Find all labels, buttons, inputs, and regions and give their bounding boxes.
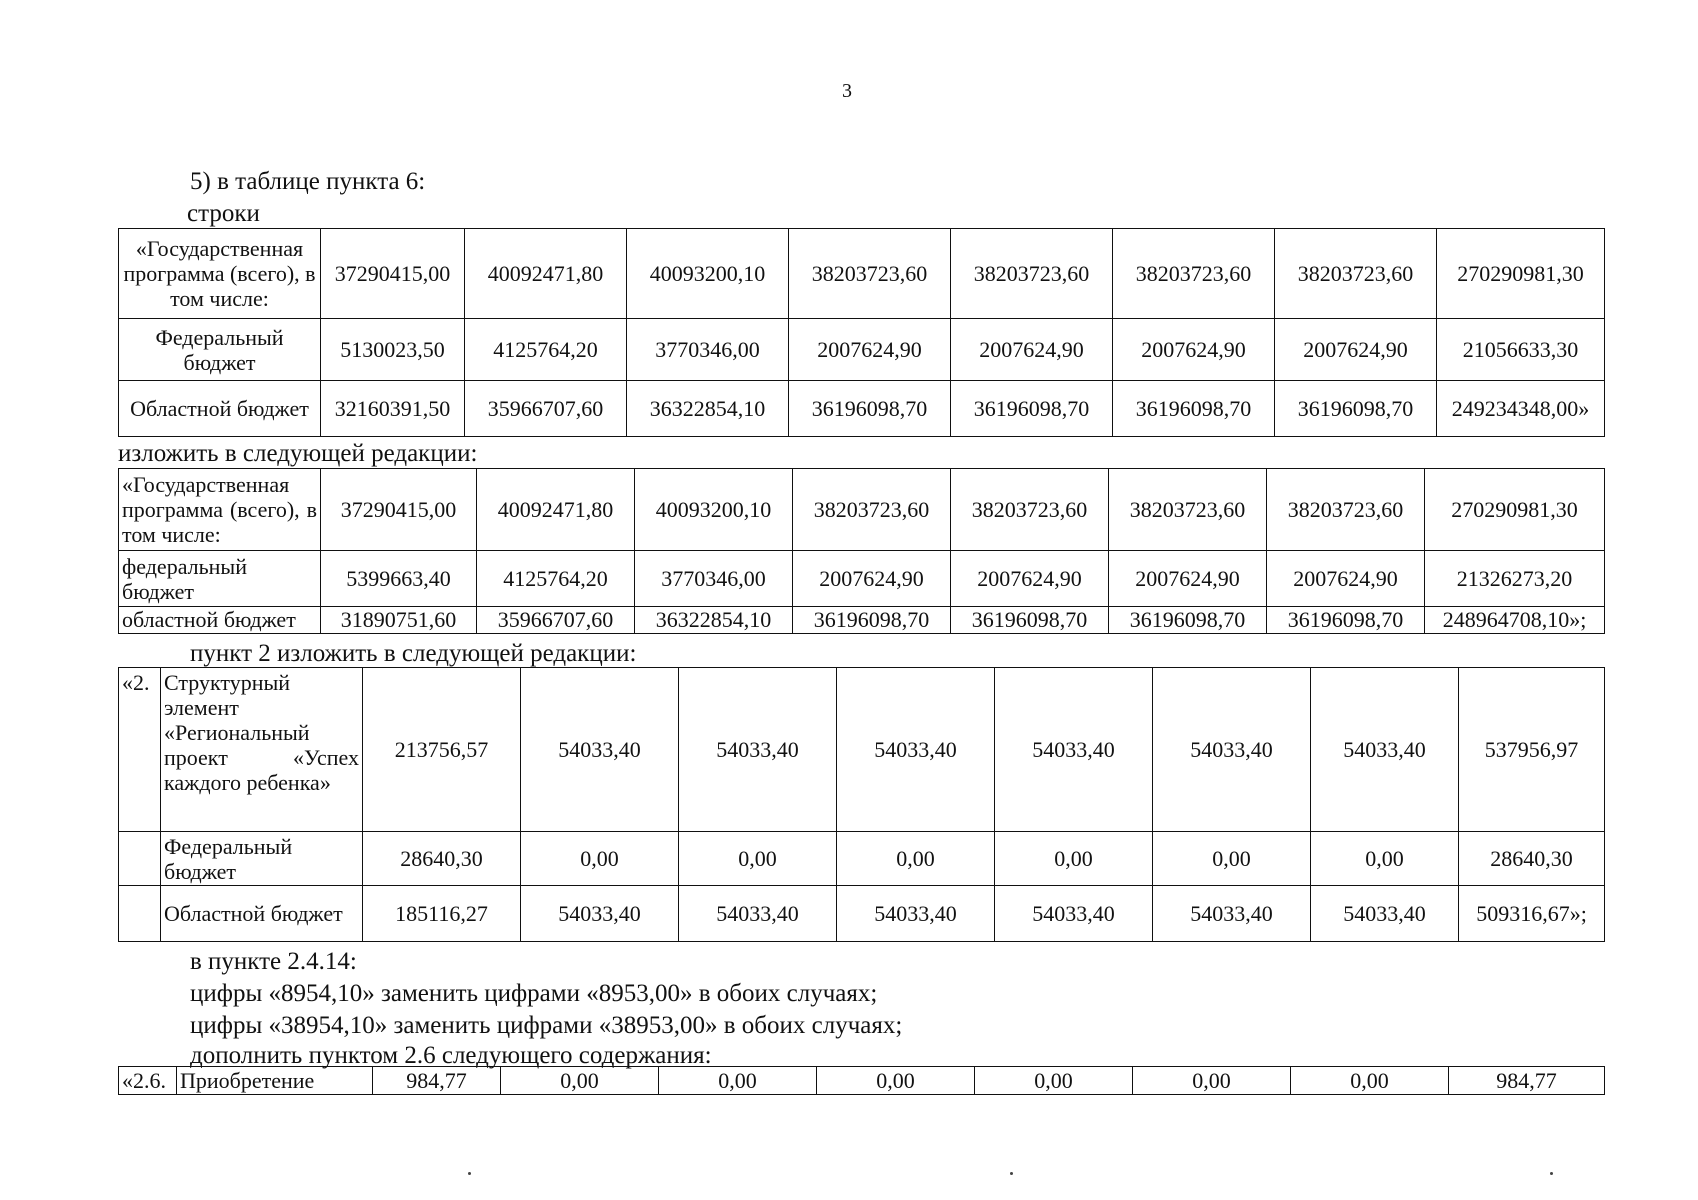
cell: 32160391,50 [321,381,465,437]
table-row [119,832,1605,886]
row-number [119,886,161,942]
cell: 54033,40 [837,886,995,942]
cell: 0,00 [995,832,1153,886]
table-row [119,381,1605,437]
cell: 2007624,90 [793,551,951,607]
cell: 21326273,20 [1425,551,1605,607]
cell: 40092471,80 [465,229,627,319]
cell: 185116,27 [363,886,521,942]
cell: 249234348,00» [1437,381,1605,437]
cell: 38203723,60 [951,229,1113,319]
cell: 0,00 [837,832,995,886]
cell: 38203723,60 [1113,229,1275,319]
cell: 270290981,30 [1425,469,1605,551]
cell: 54033,40 [1311,668,1459,832]
row-label: областной бюджет [119,607,321,634]
table-item-2-6 [118,1066,1605,1095]
cell: 54033,40 [1153,886,1311,942]
table-original-rows [118,228,1605,437]
cell: 270290981,30 [1437,229,1605,319]
cell: 984,77 [1449,1067,1605,1095]
text-rows: строки [187,200,260,227]
cell: 40092471,80 [477,469,635,551]
scan-speck [468,1172,471,1175]
row-number [119,832,161,886]
cell: 31890751,60 [321,607,477,634]
cell: 54033,40 [521,668,679,832]
scan-speck [1550,1172,1553,1175]
row-label: «Государственная программа (всего), в том числе: [119,469,321,551]
cell: 3770346,00 [635,551,793,607]
table-item-2 [118,667,1605,942]
cell: 2007624,90 [951,319,1113,381]
cell: 38203723,60 [1275,229,1437,319]
cell: 0,00 [521,832,679,886]
cell: 0,00 [659,1067,817,1095]
cell: 4125764,20 [477,551,635,607]
cell: 0,00 [501,1067,659,1095]
cell: 37290415,00 [321,469,477,551]
cell: 35966707,60 [477,607,635,634]
cell: 0,00 [1311,832,1459,886]
text-replace-1: цифры «8954,10» заменить цифрами «8953,00» в обоих случаях; [190,980,878,1007]
cell: 28640,30 [1459,832,1605,886]
cell: 4125764,20 [465,319,627,381]
text-item-2: пункт 2 изложить в следующей редакции: [190,640,637,667]
cell: 38203723,60 [1109,469,1267,551]
cell: 38203723,60 [951,469,1109,551]
row-label: Структурный элемент «Региональный проект «Успех каждого ребенка» [161,668,363,832]
row-label: федеральный бюджет [119,551,321,607]
cell: 38203723,60 [793,469,951,551]
cell: 36196098,70 [793,607,951,634]
cell: 5130023,50 [321,319,465,381]
cell: 54033,40 [679,886,837,942]
table-row [119,229,1605,319]
row-number: «2. [119,668,161,832]
cell: 40093200,10 [627,229,789,319]
table-row [119,1067,1605,1095]
cell: 984,77 [373,1067,501,1095]
cell: 21056633,30 [1437,319,1605,381]
text-item-5: 5) в таблице пункта 6: [190,168,426,195]
cell: 5399663,40 [321,551,477,607]
cell: 37290415,00 [321,229,465,319]
cell: 2007624,90 [1275,319,1437,381]
table-row [119,319,1605,381]
row-label: «Государственная программа (всего), в том числе: [119,229,321,319]
table-new-rows [118,468,1605,634]
row-number: «2.6. [119,1067,177,1095]
cell: 0,00 [1133,1067,1291,1095]
cell: 28640,30 [363,832,521,886]
cell: 213756,57 [363,668,521,832]
cell: 2007624,90 [1267,551,1425,607]
cell: 35966707,60 [465,381,627,437]
table-row [119,469,1605,551]
cell: 36196098,70 [1113,381,1275,437]
cell: 2007624,90 [951,551,1109,607]
cell: 0,00 [817,1067,975,1095]
row-label: Федеральный бюджет [119,319,321,381]
cell: 36322854,10 [635,607,793,634]
cell: 54033,40 [995,886,1153,942]
scan-speck [1010,1172,1013,1175]
cell: 0,00 [679,832,837,886]
cell: 54033,40 [837,668,995,832]
row-label: Областной бюджет [119,381,321,437]
cell: 2007624,90 [1113,319,1275,381]
cell: 54033,40 [679,668,837,832]
cell: 38203723,60 [789,229,951,319]
cell: 537956,97 [1459,668,1605,832]
cell: 40093200,10 [635,469,793,551]
row-label: Приобретение [177,1067,373,1095]
cell: 509316,67»; [1459,886,1605,942]
cell: 248964708,10»; [1425,607,1605,634]
cell: 36196098,70 [951,381,1113,437]
cell: 36196098,70 [789,381,951,437]
cell: 36196098,70 [1267,607,1425,634]
cell: 0,00 [1153,832,1311,886]
cell: 54033,40 [1153,668,1311,832]
cell: 2007624,90 [1109,551,1267,607]
cell: 2007624,90 [789,319,951,381]
table-row [119,607,1605,634]
row-label: Федеральный бюджет [161,832,363,886]
cell: 3770346,00 [627,319,789,381]
text-replace-2: цифры «38954,10» заменить цифрами «38953,00» в обоих случаях; [190,1012,903,1039]
page-number: 3 [842,80,852,102]
cell: 54033,40 [1311,886,1459,942]
text-new-edition: изложить в следующей редакции: [118,440,478,467]
cell: 54033,40 [995,668,1153,832]
cell: 0,00 [975,1067,1133,1095]
text-item-2-4-14: в пункте 2.4.14: [190,948,357,975]
cell: 36196098,70 [1275,381,1437,437]
cell: 36196098,70 [1109,607,1267,634]
text-add-item-2-6: дополнить пунктом 2.6 следующего содержания: [190,1042,712,1069]
cell: 36322854,10 [627,381,789,437]
cell: 54033,40 [521,886,679,942]
cell: 38203723,60 [1267,469,1425,551]
table-row [119,886,1605,942]
row-label: Областной бюджет [161,886,363,942]
table-row [119,668,1605,832]
cell: 36196098,70 [951,607,1109,634]
cell: 0,00 [1291,1067,1449,1095]
table-row [119,551,1605,607]
